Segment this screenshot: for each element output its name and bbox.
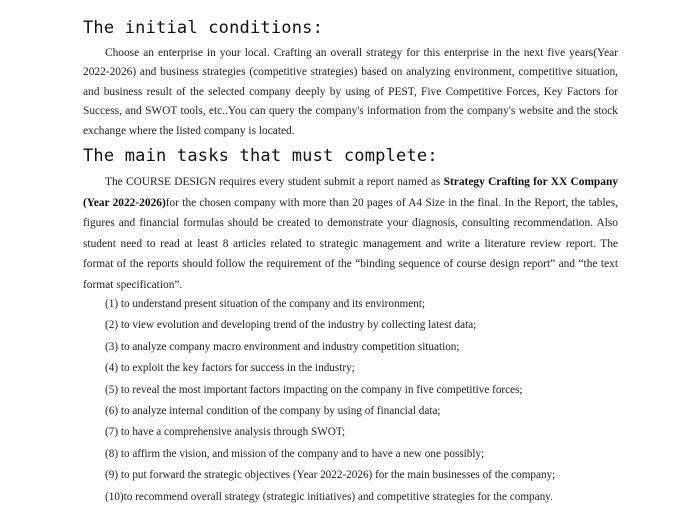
task-list [105,294,625,508]
task-item: (3) to analyze company macro environment and industry competition situation; [105,340,460,353]
task-item: (6) to analyze internal condition of the company by using of financial data; [105,404,441,417]
main-tasks-heading: The main tasks that must complete: [83,146,438,166]
task-item: (10)to recommend overall strategy (strategic initiatives) and competitive strategies for the company. [105,490,553,503]
initial-conditions-heading: The initial conditions: [83,18,324,38]
initial-conditions-paragraph: Choose an enterprise in your local. Crafting an overall strategy for this enterprise in the next five years(Year 2022-2026) and business strategies (competitive strategies) based on analyzing environment, competitive situation, and business result of the selected company deeply by using of PEST, Five Competitive Forces, Key Factors for Success, and SWOT tools, etc..You can query the company's information from the company's website and the stock exchange where the listed company is located. [83,47,618,137]
task-item: (7) to have a comprehensive analysis through SWOT; [105,426,346,439]
paragraph-text-part1: The COURSE DESIGN requires every student submit a report named as [105,176,444,188]
task-item: (1) to understand present situation of the company and its environment; [105,298,426,310]
task-item: (4) to exploit the key factors for success in the industry; [105,362,355,375]
main-tasks-paragraph [83,172,618,296]
paragraph-text-part2: for the chosen company with more than 20 pages of A4 Size in the final. In the Report, the tables, figures and financial formulas should be created to demonstrate your diagnosis, consulting recommendation. Also student need to read at least 8 articles related to strategic management and write a literature review report. The format of the reports should follow the requirement of the “binding sequence of course design report” and “the text format specification”. [83,196,618,291]
task-item: (5) to reveal the most important factors impacting on the company in five competitive forces; [105,383,523,396]
task-item: (8) to affirm the vision, and mission of the company and to have a new one possibly; [105,447,485,460]
report-title-bold: Strategy Crafting for XX Company (Year 2022-2026) [83,176,618,209]
task-item: (2) to view evolution and developing trend of the industry by collecting latest data; [105,319,477,332]
task-item: (9) to put forward the strategic objectives (Year 2022-2026) for the main businesses of the company; [105,469,556,482]
